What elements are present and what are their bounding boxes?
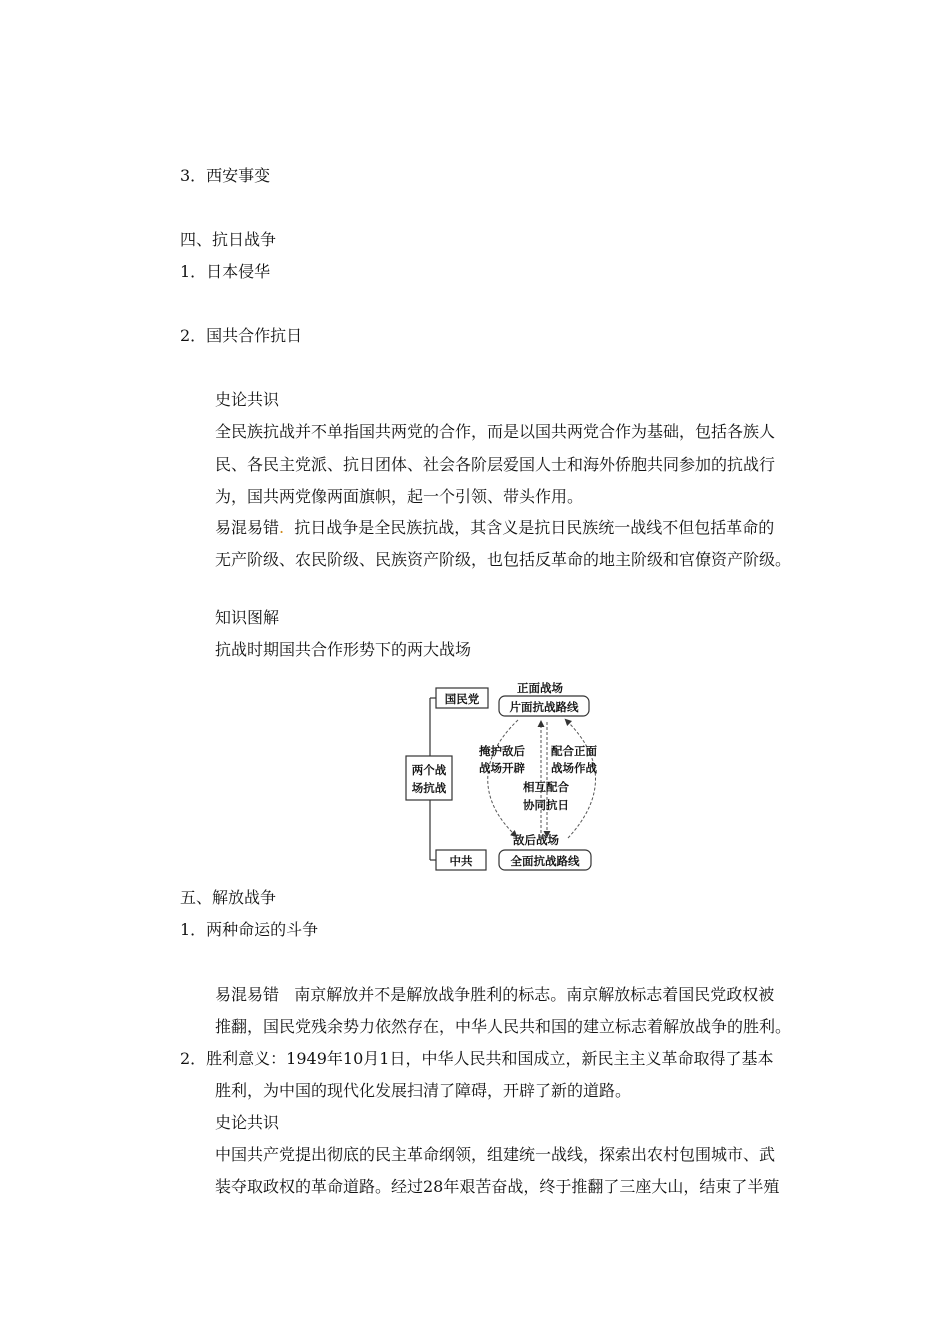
center-label-line: 场抗战 — [411, 781, 447, 795]
confuse-label: 易混易错 — [215, 985, 280, 1004]
diagram-caption: 抗战时期国共合作形势下的两大战场 — [215, 640, 472, 659]
consensus-text-line: 为，国共两党像两面旗帜，起一个引领、带头作用。 — [215, 487, 584, 506]
rear-line-label: 全面抗战路线 — [510, 854, 580, 868]
coop-label-line: 配合正面 — [551, 744, 597, 758]
confuse-text-line: 抗日战争是全民族抗战，其含义是抗日民族统一战线不但包括革命的 — [294, 518, 775, 537]
cover-label-line: 掩护敌后 — [479, 744, 525, 758]
consensus-text-line: 装夺取政权的革命道路。经过28年艰苦奋战，终于推翻了三座大山，结束了半殖 — [215, 1177, 780, 1196]
section-kmt-ccp-cooperation: 2．国共合作抗日 — [180, 326, 303, 345]
confuse-text-line: 无产阶级、农民阶级、民族资产阶级，也包括反革命的地主阶级和官僚资产阶级。 — [215, 550, 792, 569]
section-japan-invasion: 1．日本侵华 — [180, 262, 271, 281]
mutual-label-line: 协同抗日 — [523, 798, 569, 812]
consensus-text-line: 中国共产党提出彻底的民主革命纲领，组建统一战线，探索出农村包围城市、武 — [215, 1145, 776, 1164]
left-arc-arrow — [488, 720, 518, 836]
confuse-paragraph — [215, 518, 774, 538]
coop-label-line: 战场作战 — [551, 761, 597, 775]
consensus-label: 史论共识 — [215, 1113, 280, 1132]
kmt-label: 国民党 — [444, 692, 480, 706]
front-line-label: 片面抗战路线 — [509, 700, 579, 714]
section-anti-japanese-war: 四、抗日战争 — [180, 230, 277, 249]
confuse-paragraph — [215, 985, 774, 1005]
front-battlefield-title: 正面战场 — [517, 681, 563, 695]
ccp-label: 中共 — [449, 854, 473, 868]
consensus-label: 史论共识 — [215, 390, 280, 409]
knowledge-label: 知识图解 — [215, 608, 280, 627]
confuse-label: 易混易错 — [215, 518, 280, 537]
section-two-fates: 1．两种命运的斗争 — [180, 920, 319, 939]
rear-battlefield-title: 敌后战场 — [513, 833, 559, 847]
cover-label-line: 战场开辟 — [479, 761, 525, 775]
consensus-text-line: 全民族抗战并不单指国共两党的合作，而是以国共两党合作为基础，包括各族人 — [215, 422, 776, 441]
highlight-dot: . — [279, 518, 285, 537]
section-xian-incident: 3．西安事变 — [180, 166, 271, 185]
consensus-text-line: 民、各民主党派、抗日团体、社会各阶层爱国人士和海外侨胞共同参加的抗战行 — [215, 455, 776, 474]
confuse-text-line: 南京解放并不是解放战争胜利的标志。南京解放标志着国民党政权被 — [294, 985, 775, 1004]
victory-significance-line: 胜利，为中国的现代化发展扫清了障碍，开辟了新的道路。 — [215, 1081, 632, 1100]
victory-significance-line: 2．胜利意义：1949年10月1日，中华人民共和国成立，新民主主义革命取得了基本 — [180, 1049, 774, 1068]
section-liberation-war: 五、解放战争 — [180, 888, 277, 907]
right-arc-arrow — [566, 720, 596, 838]
mutual-label-line: 相互配合 — [523, 780, 569, 794]
center-label-line: 两个战 — [411, 763, 447, 777]
two-battlefields-diagram — [400, 678, 600, 878]
confuse-text-line: 推翻，国民党残余势力依然存在，中华人民共和国的建立标志着解放战争的胜利。 — [215, 1017, 792, 1036]
